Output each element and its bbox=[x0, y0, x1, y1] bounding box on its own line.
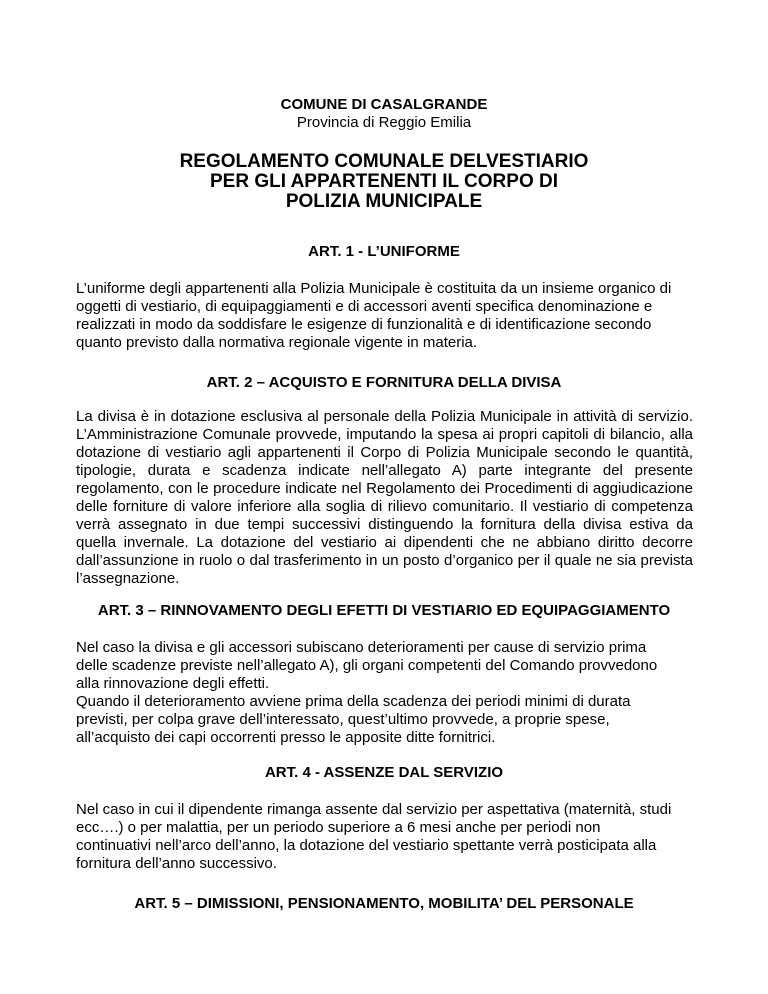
article-1-heading: ART. 1 - L’UNIFORME bbox=[308, 243, 460, 260]
body-line: quanto previsto dalla normativa regionale vigente in materia. bbox=[76, 334, 478, 351]
municipality-name: COMUNE DI CASALGRANDE bbox=[280, 96, 488, 113]
document-title bbox=[0, 152, 768, 212]
province-name: Provincia di Reggio Emilia bbox=[296, 114, 472, 131]
article-4-body bbox=[76, 801, 693, 873]
body-line: ecc….) o per malattia, per un periodo superiore a 6 mesi anche per periodi non bbox=[76, 819, 601, 836]
article-2-body: La divisa è in dotazione esclusiva al personale della Polizia Municipale in attività di servizio. L’Amministrazione Comunale provvede, imputando la spesa ai propri capitoli di bilancio, alla dotazione di vestiario agli appartenenti il Corpo di Polizia Municipale secondo le quantità, tipologie, durata e scadenza indicate nell’allegato A) parte integrante del presente regolamento, con le procedure indicate nel Regolamento dei Procedimenti di aggiudicazione delle forniture di valore inferiore alla soglia di rilievo comunitario. Il vestiario di competenza verrà assegnato in due tempi successivi distinguendo la fornitura della divisa estiva da quella invernale. La dotazione del vestiario ai dipendenti che ne abbiano diritto decorre dall’assunzione in ruolo o dal trasferimento in un posto d’organico per il quale ne sia prevista l’assegnazione. bbox=[76, 408, 693, 587]
title-line: PER GLI APPARTENENTI IL CORPO DI bbox=[209, 171, 558, 192]
body-line: continuativi nell’arco dell’anno, la dotazione del vestiario spettante verrà posticipata alla bbox=[76, 837, 657, 854]
article-1-body bbox=[76, 280, 693, 352]
body-line: alla rinnovazione degli effetti. bbox=[76, 675, 270, 692]
title-line: REGOLAMENTO COMUNALE DELVESTIARIO bbox=[179, 151, 589, 172]
article-3-body bbox=[76, 639, 693, 747]
article-3-heading: ART. 3 – RINNOVAMENTO DEGLI EFETTI DI VESTIARIO ED EQUIPAGGIAMENTO bbox=[97, 602, 671, 619]
body-line: realizzati in modo da soddisfare le esigenze di funzionalità e di identificazione secondo bbox=[76, 316, 652, 333]
article-2-heading: ART. 2 – ACQUISTO E FORNITURA DELLA DIVISA bbox=[206, 374, 562, 391]
body-line: fornitura dell’anno successivo. bbox=[76, 855, 277, 872]
body-line: L’uniforme degli appartenenti alla Polizia Municipale è costituita da un insieme organico di bbox=[76, 280, 672, 297]
body-line: delle scadenze previste nell’allegato A), gli organi competenti del Comando provvedono bbox=[76, 657, 658, 674]
article-5-heading: ART. 5 – DIMISSIONI, PENSIONAMENTO, MOBILITA’ DEL PERSONALE bbox=[134, 895, 634, 912]
body-line: previsti, per colpa grave dell’interessato, quest’ultimo provvede, a proprie spese, bbox=[76, 711, 610, 728]
body-line: oggetti di vestiario, di equipaggiamenti e di accessori aventi specifica denominazione e bbox=[76, 298, 653, 315]
article-4-heading: ART. 4 - ASSENZE DAL SERVIZIO bbox=[264, 764, 504, 781]
title-line: POLIZIA MUNICIPALE bbox=[285, 191, 483, 212]
body-line: Nel caso in cui il dipendente rimanga assente dal servizio per aspettativa (maternità, studi bbox=[76, 801, 672, 818]
body-line: Quando il deterioramento avviene prima della scadenza dei periodi minimi di durata bbox=[76, 693, 631, 710]
body-line: all’acquisto dei capi occorrenti presso le apposite ditte fornitrici. bbox=[76, 729, 496, 746]
body-line: Nel caso la divisa e gli accessori subiscano deterioramenti per cause di servizio prima bbox=[76, 639, 647, 656]
